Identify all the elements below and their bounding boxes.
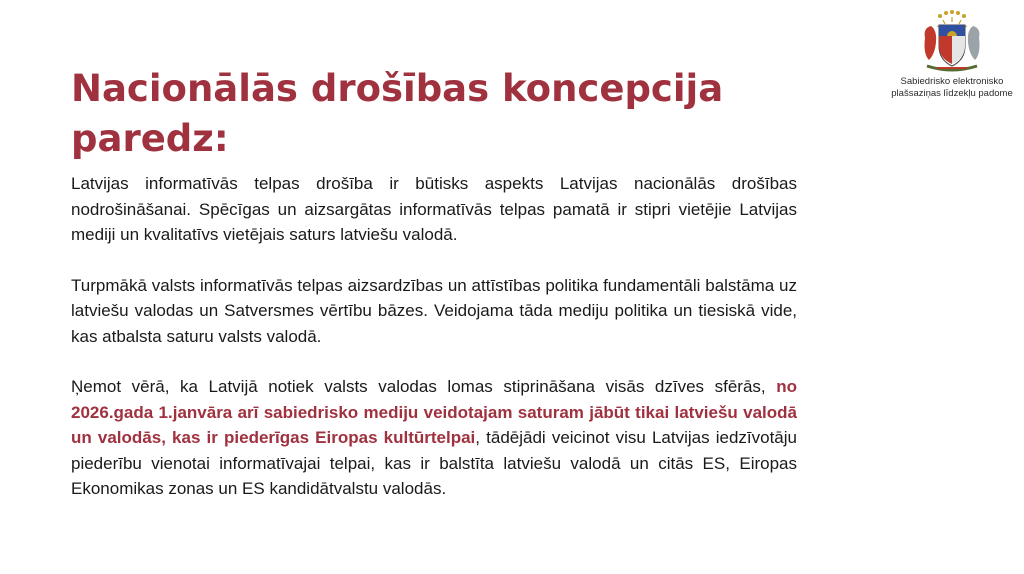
paragraph-3-intro: Ņemot vērā, ka Latvijā notiek valsts valodas lomas stiprināšana visās dzīves sfērās, — [71, 377, 777, 396]
body-text — [71, 171, 797, 527]
logo — [888, 8, 1016, 120]
page-title: Nacionālās drošības koncepcija paredz: — [71, 67, 724, 160]
logo-caption: Sabiedrisko elektronisko plašsaziņas līdzekļu padome — [891, 76, 1013, 99]
paragraph-2: Turpmākā valsts informatīvās telpas aizsardzības un attīstības politika fundamentāli balstāma uz latviešu valodas un Satversmes vērtību bāzes. Veidojama tāda mediju politika un tiesiskā vide, kas atbalsta saturu valsts valodā. — [71, 275, 797, 346]
paragraph-1: Latvijas informatīvās telpas drošība ir būtisks aspekts Latvijas nacionālās drošības nodrošināšanai. Spēcīgas un aizsargātas informatīvās telpas pamatā ir stipri vietējie Latvijas mediji un kvalitatīvs vietējais saturs latviešu valodā. — [71, 174, 797, 244]
paragraph-3 — [71, 374, 797, 502]
paragraph-3-outro: , tādējādi veicinot visu Latvijas iedzīvotāju piederību vienotai informatīvajai telpai, kas ir balstīta latviešu valodā un citās ES, Eiropas Ekonomikas zonas un ES kandidātvalstu valodās. — [71, 428, 797, 498]
coat-of-arms-icon — [915, 8, 989, 74]
paragraph-3-highlight: no 2026.gada 1.janvāra arī sabiedrisko mediju veidotajam saturam jābūt tikai latviešu valodā un valodās, kas ir piederīgas Eiropas kultūrtelpai — [71, 377, 797, 447]
